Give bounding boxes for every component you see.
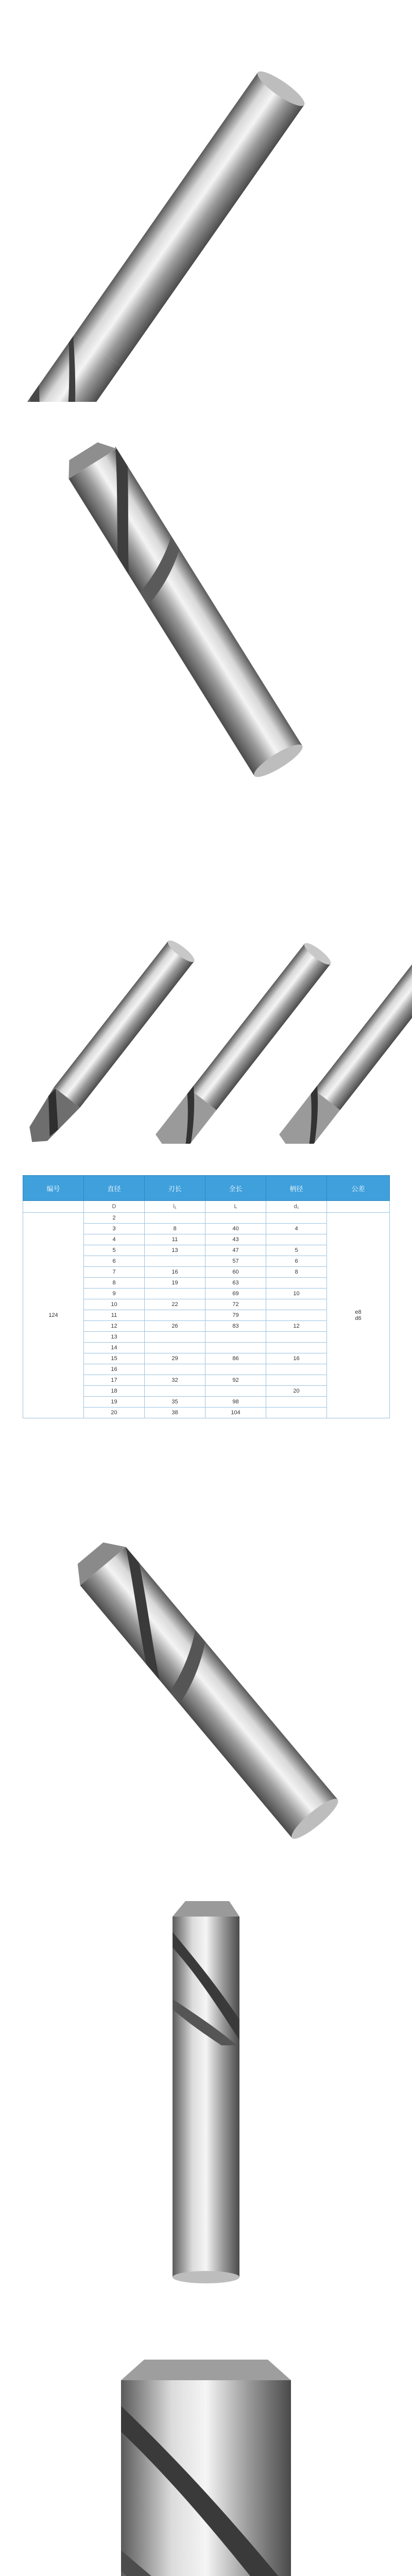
end-mill-photo-2 bbox=[0, 422, 412, 783]
flute-length-cell: 8 bbox=[145, 1224, 205, 1234]
shank-diameter-cell bbox=[266, 1299, 327, 1310]
overall-length-cell bbox=[205, 1343, 266, 1353]
overall-length-cell bbox=[205, 1386, 266, 1397]
shank-diameter-cell bbox=[266, 1234, 327, 1245]
flute-length-cell bbox=[145, 1289, 205, 1299]
flute-length-cell bbox=[145, 1332, 205, 1343]
photo-section-2 bbox=[0, 422, 412, 783]
flute-length-cell: 35 bbox=[145, 1397, 205, 1408]
photo-section-6 bbox=[0, 2349, 412, 2576]
overall-length-cell: 98 bbox=[205, 1397, 266, 1408]
photo-section-3 bbox=[0, 927, 412, 1144]
shank-diameter-cell: 20 bbox=[266, 1386, 327, 1397]
shank-diameter-cell bbox=[266, 1310, 327, 1321]
overall-length-cell: 79 bbox=[205, 1310, 266, 1321]
flute-length-cell: 22 bbox=[145, 1299, 205, 1310]
diameter-cell: 16 bbox=[84, 1364, 145, 1375]
tolerance-upper: e8 bbox=[355, 1309, 362, 1315]
shank-diameter-cell: 6 bbox=[266, 1256, 327, 1267]
spec-table bbox=[23, 1175, 390, 1418]
shank-diameter-cell: 5 bbox=[266, 1245, 327, 1256]
end-mill-photo-6 bbox=[0, 2349, 412, 2576]
shank-diameter-cell bbox=[266, 1332, 327, 1343]
diameter-cell: 15 bbox=[84, 1353, 145, 1364]
shank-diameter-cell: 16 bbox=[266, 1353, 327, 1364]
flute-length-cell: 29 bbox=[145, 1353, 205, 1364]
overall-length-cell: 40 bbox=[205, 1224, 266, 1234]
shank-diameter-cell bbox=[266, 1364, 327, 1375]
flute-length-cell bbox=[145, 1386, 205, 1397]
shank-diameter-cell bbox=[266, 1213, 327, 1224]
header-tolerance: 公差 bbox=[327, 1176, 390, 1201]
overall-length-cell: 92 bbox=[205, 1375, 266, 1386]
end-mill-photo-1 bbox=[0, 21, 412, 402]
diameter-cell: 7 bbox=[84, 1267, 145, 1278]
shank-diameter-cell: 4 bbox=[266, 1224, 327, 1234]
diameter-cell: 6 bbox=[84, 1256, 145, 1267]
overall-length-cell: 57 bbox=[205, 1256, 266, 1267]
tolerance-lower: d6 bbox=[355, 1315, 362, 1321]
header-shank-diameter: 柄径 bbox=[266, 1176, 327, 1201]
overall-length-cell: 72 bbox=[205, 1299, 266, 1310]
diameter-cell: 14 bbox=[84, 1343, 145, 1353]
tolerance-cell bbox=[327, 1213, 390, 1418]
diameter-cell: 2 bbox=[84, 1213, 145, 1224]
shank-diameter-cell bbox=[266, 1343, 327, 1353]
table-row bbox=[23, 1213, 390, 1224]
flute-length-cell: 13 bbox=[145, 1245, 205, 1256]
overall-length-cell: 104 bbox=[205, 1408, 266, 1418]
overall-length-cell bbox=[205, 1332, 266, 1343]
flute-length-cell bbox=[145, 1310, 205, 1321]
flute-length-cell bbox=[145, 1364, 205, 1375]
photo-section-5 bbox=[0, 1886, 412, 2287]
diameter-cell: 11 bbox=[84, 1310, 145, 1321]
overall-length-cell: 60 bbox=[205, 1267, 266, 1278]
diameter-cell: 17 bbox=[84, 1375, 145, 1386]
header-flute-length: 刃长 bbox=[145, 1176, 205, 1201]
end-mill-photo-3 bbox=[0, 927, 412, 1144]
flute-length-cell: 32 bbox=[145, 1375, 205, 1386]
photo-section-4 bbox=[0, 1525, 412, 1844]
flute-length-cell bbox=[145, 1343, 205, 1353]
end-mill-photo-4 bbox=[0, 1525, 412, 1844]
shank-diameter-cell bbox=[266, 1397, 327, 1408]
shank-diameter-cell: 10 bbox=[266, 1289, 327, 1299]
spec-table-container bbox=[23, 1175, 389, 1490]
flute-length-cell bbox=[145, 1213, 205, 1224]
shank-diameter-cell: 12 bbox=[266, 1321, 327, 1332]
overall-length-cell: 83 bbox=[205, 1321, 266, 1332]
diameter-cell: 4 bbox=[84, 1234, 145, 1245]
diameter-cell: 12 bbox=[84, 1321, 145, 1332]
overall-length-cell bbox=[205, 1213, 266, 1224]
overall-length-cell: 43 bbox=[205, 1234, 266, 1245]
flute-length-cell: 38 bbox=[145, 1408, 205, 1418]
shank-diameter-cell bbox=[266, 1375, 327, 1386]
end-mill-photo-5 bbox=[0, 1886, 412, 2287]
flute-length-cell: 26 bbox=[145, 1321, 205, 1332]
diameter-cell: 19 bbox=[84, 1397, 145, 1408]
diameter-cell: 20 bbox=[84, 1408, 145, 1418]
header-code: 编号 bbox=[23, 1176, 84, 1201]
symbol-diameter: D bbox=[84, 1201, 145, 1213]
header-overall-length: 全长 bbox=[205, 1176, 266, 1201]
diameter-cell: 13 bbox=[84, 1332, 145, 1343]
diameter-cell: 9 bbox=[84, 1289, 145, 1299]
overall-length-cell: 63 bbox=[205, 1278, 266, 1289]
symbol-shank-diameter: d₁ bbox=[266, 1201, 327, 1213]
diameter-cell: 18 bbox=[84, 1386, 145, 1397]
shank-diameter-cell: 8 bbox=[266, 1267, 327, 1278]
symbol-overall-length: L bbox=[205, 1201, 266, 1213]
symbol-flute-length: l₁ bbox=[145, 1201, 205, 1213]
shank-diameter-cell bbox=[266, 1408, 327, 1418]
spec-table-body bbox=[23, 1213, 390, 1418]
overall-length-cell bbox=[205, 1364, 266, 1375]
diameter-cell: 8 bbox=[84, 1278, 145, 1289]
diameter-cell: 5 bbox=[84, 1245, 145, 1256]
header-row bbox=[23, 1176, 390, 1201]
code-cell: 124 bbox=[23, 1213, 84, 1418]
overall-length-cell: 86 bbox=[205, 1353, 266, 1364]
symbol-tolerance bbox=[327, 1201, 390, 1213]
photo-section-1 bbox=[0, 21, 412, 402]
diameter-cell: 3 bbox=[84, 1224, 145, 1234]
symbol-row bbox=[23, 1201, 390, 1213]
flute-length-cell: 16 bbox=[145, 1267, 205, 1278]
diameter-cell: 10 bbox=[84, 1299, 145, 1310]
flute-length-cell: 19 bbox=[145, 1278, 205, 1289]
header-diameter: 直径 bbox=[84, 1176, 145, 1201]
symbol-code bbox=[23, 1201, 84, 1213]
overall-length-cell: 47 bbox=[205, 1245, 266, 1256]
overall-length-cell: 69 bbox=[205, 1289, 266, 1299]
flute-length-cell: 11 bbox=[145, 1234, 205, 1245]
flute-length-cell bbox=[145, 1256, 205, 1267]
shank-diameter-cell bbox=[266, 1278, 327, 1289]
